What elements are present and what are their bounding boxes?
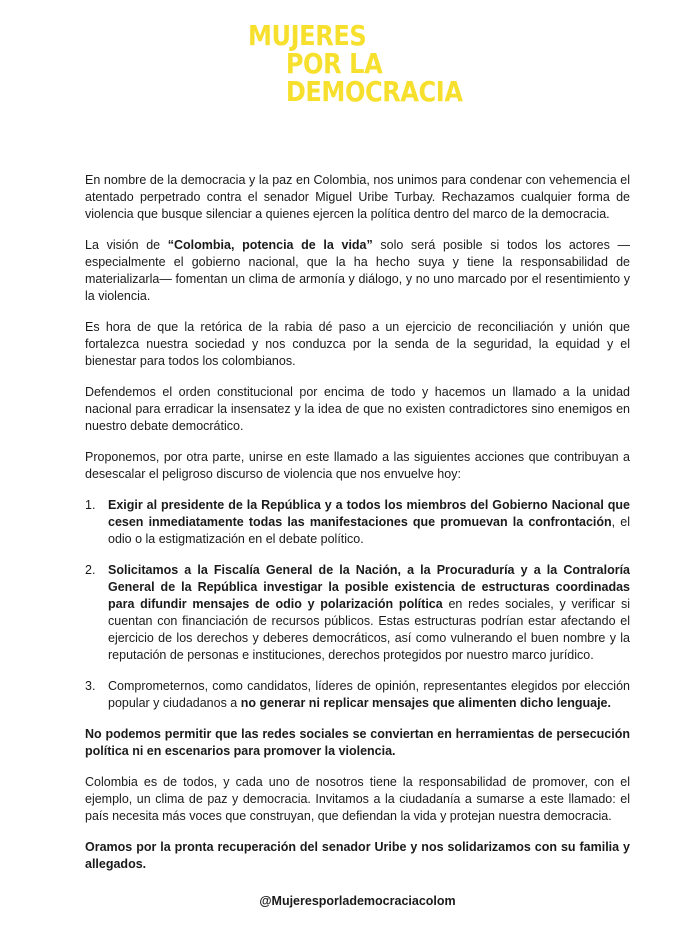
social-handle: @Mujeresporlademocraciacolom xyxy=(259,894,456,908)
logo xyxy=(248,19,463,108)
list-item xyxy=(85,562,630,664)
paragraph-proposals-intro: Proponemos, por otra parte, unirse en este llamado a las siguientes acciones que contribuyan a desescalar el peligroso discurso de violencia que nos envuelve hoy: xyxy=(85,450,630,481)
paragraph-reconciliation: Es hora de que la retórica de la rabia dé paso a un ejercicio de reconciliación y unión que fortalezca nuestra sociedad y nos conduzca por la senda de la seguridad, la equidad y el bienestar para todos los colombianos. xyxy=(85,320,630,368)
list-item-bold: Solicitamos a la Fiscalía General de la Nación, a la Procuraduría y a la Contraloría General de la República investigar la posible existencia de estructuras coordinadas para difundir mensajes de odio y polarización política xyxy=(108,563,630,611)
list-item-number: 3. xyxy=(85,679,96,693)
list-item-number: 2. xyxy=(85,563,96,577)
list-item-bold: Exigir al presidente de la República y a todos los miembros del Gobierno Nacional que cesen inmediatamente todas las manifestaciones que promuevan la confrontación xyxy=(108,498,630,529)
list-item xyxy=(85,678,630,712)
list-item-bold: no generar ni replicar mensajes que alimenten dicho lenguaje. xyxy=(240,696,611,710)
letter-body xyxy=(85,172,630,910)
paragraph-vision xyxy=(85,237,630,305)
paragraph-constitutional-order: Defendemos el orden constitucional por encima de todo y hacemos un llamado a la unidad nacional para erradicar la insensatez y la idea de que no existen contradictores sino enemigos en nuestro debate democrático. xyxy=(85,385,630,433)
vision-post: solo será posible si todos los actores —especialmente el gobierno nacional, que la ha hecho suya y tiene la responsabilidad de materializarla— fomentan un clima de armonía y diálogo, y no uno marcado por el resentimiento y la violencia. xyxy=(85,238,631,303)
vision-pre: La visión de xyxy=(85,238,168,252)
paragraph-prayer xyxy=(85,839,630,873)
list-item-text: Comprometernos, como candidatos, líderes de opinión, representantes elegidos por elección popular y ciudadanos a xyxy=(108,679,630,710)
paragraph-condemnation: En nombre de la democracia y la paz en Colombia, nos unimos para condenar con vehemencia el atentado perpetrado contra el senador Miguel Uribe Turbay. Rechazamos cualquier forma de violencia que busque silenciar a quienes ejercen la política dentro del marco de la democracia. xyxy=(85,173,630,221)
logo-line-2: POR LA xyxy=(285,47,383,80)
prayer-statement: Oramos por la pronta recuperación del senador Uribe y nos solidarizamos con su familia y allegados. xyxy=(85,840,630,871)
paragraph-social-networks xyxy=(85,726,630,760)
vision-slogan: “Colombia, potencia de la vida” xyxy=(167,238,373,252)
proposals-list xyxy=(85,497,630,712)
list-item-text: en redes sociales, y verificar si cuentan con financiación de recursos públicos. Estas estructuras podrían estar afectando el ejercicio de los derechos y deberes democráticos, así como vulnerando el buen nombre y la reputación de personas e instituciones, derechos protegidos por nuestro marco jurídico. xyxy=(108,597,630,662)
social-networks-statement: No podemos permitir que las redes sociales se conviertan en herramientas de persecución política ni en escenarios para promover la violencia. xyxy=(85,727,630,758)
logo-line-1: MUJERES xyxy=(248,19,367,52)
logo-line-3: DEMOCRACIA xyxy=(285,75,463,108)
list-item xyxy=(85,497,630,548)
list-item-number: 1. xyxy=(85,498,96,512)
paragraph-call-to-action: Colombia es de todos, y cada uno de nosotros tiene la responsabilidad de promover, con el ejemplo, un clima de paz y democracia. Invitamos a la ciudadanía a sumarse a este llamado: el país necesita más voces que construyan, que defiendan la vida y protejan nuestra democracia. xyxy=(85,775,630,823)
list-item-text: , el odio o la estigmatización en el debate político. xyxy=(108,515,630,546)
